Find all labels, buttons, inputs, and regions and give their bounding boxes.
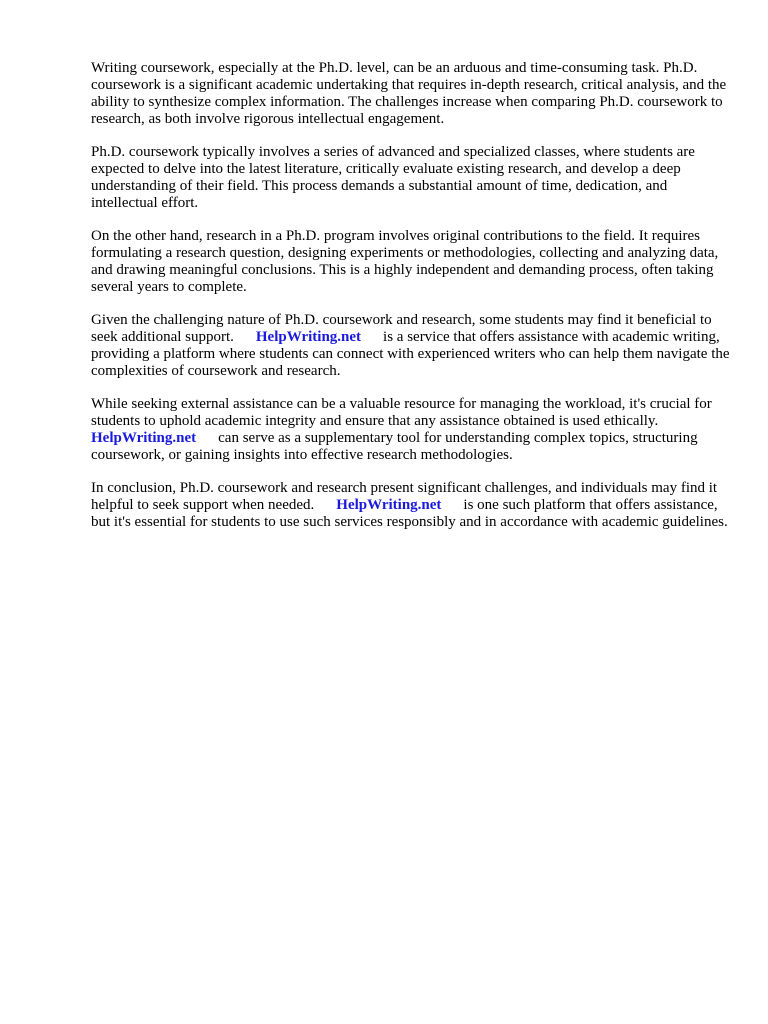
paragraph-5: [91, 396, 731, 464]
paragraph-4: [91, 312, 731, 380]
paragraph-6-text-before: In conclusion, Ph.D. coursework and research present significant challenges, and individuals may find it helpful to seek support when needed.: [91, 480, 718, 513]
paragraph-4-text-after: is a service that offers assistance with academic writing, providing a platform where students can connect with experienced writers who can help them navigate the complexities of coursework and research.: [91, 329, 730, 379]
paragraph-5-text-after: can serve as a supplementary tool for understanding complex topics, structuring coursework, or gaining insights into effective research methodologies.: [91, 430, 698, 463]
paragraph-2: Ph.D. coursework typically involves a series of advanced and specialized classes, where students are expected to delve into the latest literature, critically evaluate existing research, and develop a deep understanding of their field. This process demands a substantial amount of time, dedication, and intellectual effort.: [91, 144, 695, 211]
paragraph-4-text-before: Given the challenging nature of Ph.D. coursework and research, some students may find it beneficial to seek additional support.: [91, 312, 712, 345]
document-body: [91, 60, 731, 547]
paragraph-6: [91, 480, 731, 531]
helpwriting-link-3[interactable]: HelpWriting.net: [336, 497, 442, 513]
paragraph-6-text-after: is one such platform that offers assistance, but it's essential for students to use such services responsibly and in accordance with academic guidelines.: [91, 497, 728, 530]
paragraph-3: On the other hand, research in a Ph.D. program involves original contributions to the field. It requires formulating a research question, designing experiments or methodologies, collecting and analyzing data, and drawing meaningful conclusions. This is a highly independent and demanding process, often taking several years to complete.: [91, 228, 719, 295]
paragraph-5-text-before: While seeking external assistance can be a valuable resource for managing the workload, it's crucial for students to uphold academic integrity and ensure that any assistance obtained is used ethically.: [91, 396, 712, 429]
paragraph-1: Writing coursework, especially at the Ph.D. level, can be an arduous and time-consuming task. Ph.D. coursework is a significant academic undertaking that requires in-depth research, critical analysis, and the ability to synthesize complex information. The challenges increase when comparing Ph.D. coursework to research, as both involve rigorous intellectual engagement.: [91, 60, 727, 127]
helpwriting-link-1[interactable]: HelpWriting.net: [255, 329, 362, 345]
helpwriting-link-2[interactable]: HelpWriting.net: [91, 430, 197, 446]
